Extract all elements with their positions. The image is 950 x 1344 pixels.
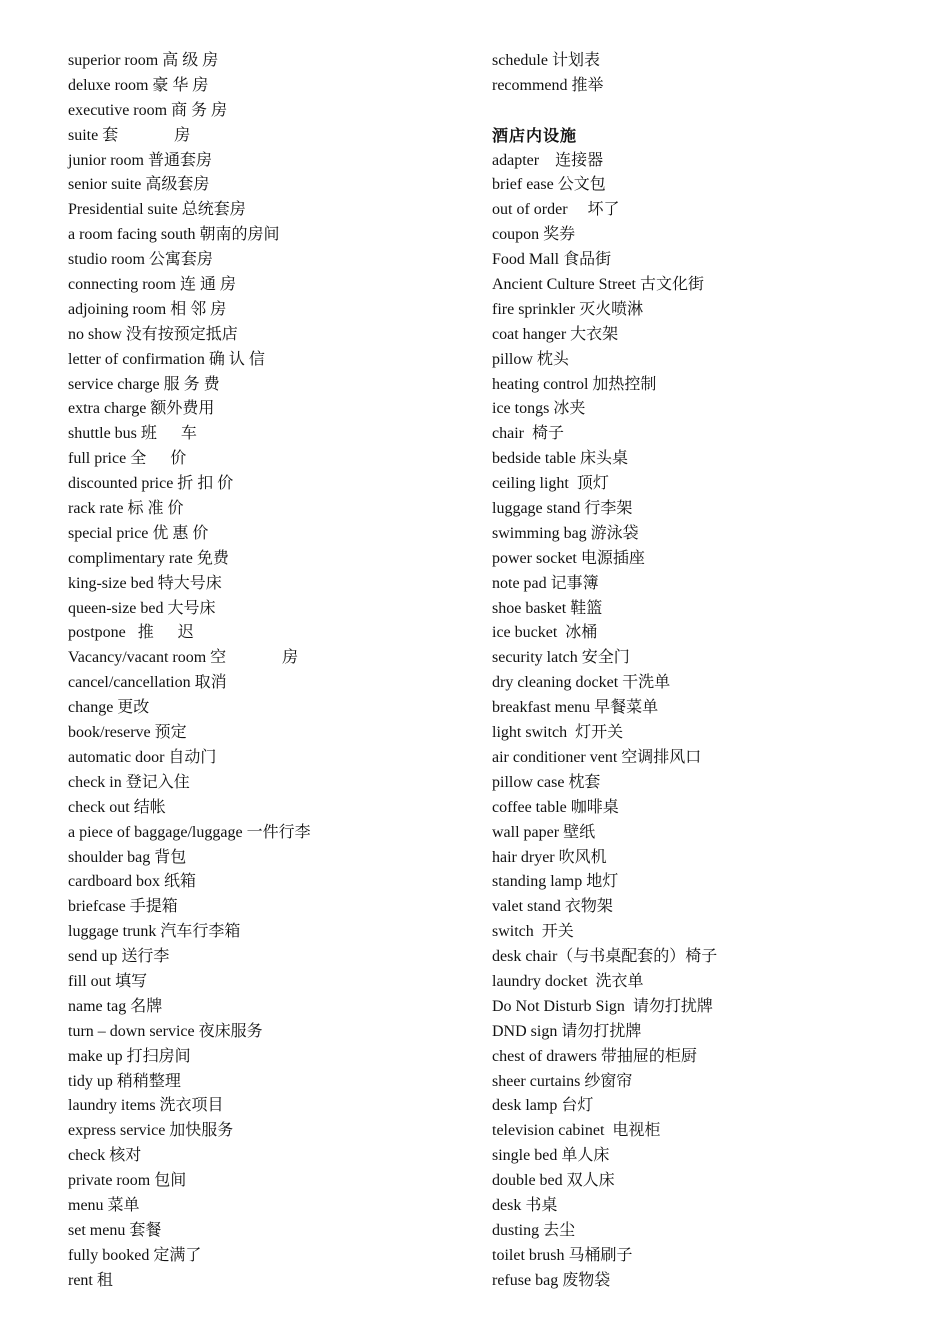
vocab-entry: chest of drawers 带抽屉的柜厨 (492, 1047, 697, 1065)
vocab-entry: briefcase 手提箱 (68, 898, 178, 916)
vocab-entry: power socket 电源插座 (492, 549, 645, 567)
vocab-entry: out of order 坏了 (492, 201, 620, 219)
vocab-entry: shuttle bus 班 车 (68, 425, 197, 443)
vocab-entry: light switch 灯开关 (492, 724, 624, 742)
vocab-entry: valet stand 衣物架 (492, 898, 613, 916)
vocab-entry: sheer curtains 纱窗帘 (492, 1072, 633, 1090)
vocab-entry: letter of confirmation 确 认 信 (68, 350, 265, 368)
vocab-entry: coffee table 咖啡桌 (492, 798, 619, 816)
vocab-entry: set menu 套餐 (68, 1221, 162, 1239)
vocab-entry: pillow case 枕套 (492, 773, 601, 791)
vocab-entry: note pad 记事簿 (492, 574, 599, 592)
vocab-entry: menu 菜单 (68, 1196, 140, 1214)
vocab-entry: private room 包间 (68, 1172, 187, 1190)
vocab-entry: superior room 高 级 房 (68, 52, 219, 69)
vocab-entry: brief ease 公文包 (492, 176, 606, 194)
vocab-entry: suite 套 房 (68, 126, 191, 144)
vocab-entry: change 更改 (68, 699, 150, 717)
vocab-entry: rent 租 (68, 1271, 113, 1289)
vocab-entry: toilet brush 马桶刷子 (492, 1246, 633, 1264)
vocab-entry: laundry docket 洗衣单 (492, 972, 644, 990)
vocab-entry: heating control 加热控制 (492, 375, 657, 393)
vocab-entry: refuse bag 废物袋 (492, 1271, 611, 1289)
vocab-entry: executive room 商 务 房 (68, 101, 228, 119)
vocab-entry: wall paper 壁纸 (492, 823, 596, 841)
vocab-entry: recommend 推举 (492, 76, 604, 94)
vocab-entry: complimentary rate 免费 (68, 549, 229, 567)
vocab-entry: postpone 推 迟 (68, 624, 194, 642)
vocab-entry: pillow 枕头 (492, 350, 569, 368)
vocab-entry: Presidential suite 总统套房 (68, 201, 246, 219)
vocab-entry: security latch 安全门 (492, 649, 630, 667)
vocab-entry: schedule 计划表 (492, 52, 600, 69)
vocab-entry: king-size bed 特大号床 (68, 574, 222, 592)
vocab-entry: adapter 连接器 (492, 151, 604, 169)
vocab-entry: name tag 名牌 (68, 997, 163, 1015)
vocab-entry: bedside table 床头桌 (492, 450, 628, 468)
vocab-entry: full price 全 价 (68, 450, 187, 468)
vocab-entry: dusting 去尘 (492, 1221, 576, 1239)
vocab-entry: cancel/cancellation 取消 (68, 674, 227, 692)
vocab-entry: swimming bag 游泳袋 (492, 524, 639, 542)
vocab-entry: coat hanger 大衣架 (492, 325, 619, 343)
vocab-entry: ice bucket 冰桶 (492, 624, 598, 642)
section-heading-hotel-facilities: 酒店内设施 (492, 125, 578, 145)
vocab-entry: Do Not Disturb Sign 请勿打扰牌 (492, 997, 713, 1015)
section-spacer (492, 99, 932, 124)
vocab-entry: desk lamp 台灯 (492, 1097, 594, 1115)
vocab-entry: a piece of baggage/luggage 一件行李 (68, 823, 311, 841)
vocab-entry: studio room 公寓套房 (68, 251, 213, 269)
vocab-entry: rack rate 标 准 价 (68, 500, 184, 518)
vocab-entry: luggage trunk 汽车行李箱 (68, 923, 241, 941)
vocab-entry: special price 优 惠 价 (68, 524, 209, 542)
vocab-entry: breakfast menu 早餐菜单 (492, 699, 659, 717)
vocab-entry: send up 送行李 (68, 948, 170, 966)
vocab-entry: senior suite 高级套房 (68, 176, 210, 194)
vocab-entry: single bed 单人床 (492, 1147, 610, 1165)
vocab-entry: Food Mall 食品街 (492, 251, 612, 269)
vocab-entry: deluxe room 豪 华 房 (68, 76, 209, 94)
vocab-entry: fill out 填写 (68, 972, 148, 990)
vocab-entry: standing lamp 地灯 (492, 873, 619, 891)
vocab-entry: check out 结帐 (68, 798, 166, 816)
vocab-entry: book/reserve 预定 (68, 724, 187, 742)
vocab-entry: junior room 普通套房 (68, 151, 212, 169)
vocab-entry: shoe basket 鞋篮 (492, 599, 603, 617)
vocab-entry: television cabinet 电视柜 (492, 1122, 661, 1140)
vocab-entry: hair dryer 吹风机 (492, 848, 607, 866)
vocab-entry: make up 打扫房间 (68, 1047, 191, 1065)
vocab-entry: chair 椅子 (492, 425, 564, 443)
vocab-entry: check in 登记入住 (68, 773, 190, 791)
vocab-entry: check 核对 (68, 1147, 142, 1165)
vocab-entry: a room facing south 朝南的房间 (68, 226, 280, 244)
vocab-entry: DND sign 请勿打扰牌 (492, 1022, 642, 1040)
vocab-entry: laundry items 洗衣项目 (68, 1097, 224, 1115)
vocab-entry: switch 开关 (492, 923, 574, 941)
vocab-entry: coupon 奖券 (492, 226, 576, 244)
vocab-entry: queen-size bed 大号床 (68, 599, 216, 617)
vocab-entry: cardboard box 纸箱 (68, 873, 196, 891)
vocab-entry: connecting room 连 通 房 (68, 276, 236, 294)
vocab-entry: ice tongs 冰夹 (492, 400, 586, 418)
vocab-entry: fully booked 定满了 (68, 1246, 202, 1264)
vocab-entry: shoulder bag 背包 (68, 848, 187, 866)
vocab-entry: no show 没有按预定抵店 (68, 325, 238, 343)
vocab-entry: express service 加快服务 (68, 1122, 234, 1140)
vocab-entry: extra charge 额外费用 (68, 400, 215, 418)
right-vocabulary-column (492, 49, 932, 1294)
vocab-entry: discounted price 折 扣 价 (68, 475, 234, 493)
vocab-entry: dry cleaning docket 干洗单 (492, 674, 671, 692)
left-vocabulary-column (68, 49, 468, 1294)
vocab-entry: air conditioner vent 空调排风口 (492, 748, 702, 766)
vocab-entry: Vacancy/vacant room 空 房 (68, 649, 299, 667)
vocab-entry: desk 书桌 (492, 1196, 558, 1214)
vocab-entry: service charge 服 务 费 (68, 375, 220, 393)
vocab-entry: desk chair（与书桌配套的）椅子 (492, 948, 718, 966)
vocab-entry: ceiling light 顶灯 (492, 475, 609, 493)
vocab-entry: adjoining room 相 邻 房 (68, 300, 227, 318)
vocab-entry: turn – down service 夜床服务 (68, 1022, 263, 1040)
vocab-entry: luggage stand 行李架 (492, 500, 633, 518)
vocab-entry: automatic door 自动门 (68, 748, 217, 766)
vocab-entry: fire sprinkler 灭火喷淋 (492, 300, 644, 318)
vocab-entry: tidy up 稍稍整理 (68, 1072, 181, 1090)
vocab-entry: double bed 双人床 (492, 1172, 615, 1190)
vocab-entry: Ancient Culture Street 古文化街 (492, 276, 704, 294)
